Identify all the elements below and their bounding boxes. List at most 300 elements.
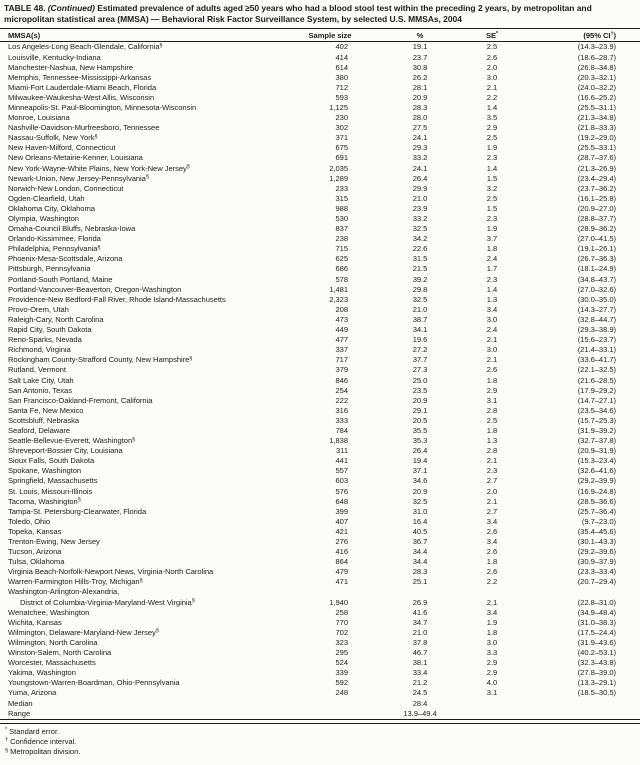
- percent: 34.2: [412, 234, 428, 244]
- percent: 27.5: [412, 123, 428, 133]
- mmsa-name: Winston-Salem, North Carolina: [8, 648, 112, 658]
- table-row: [0, 527, 640, 537]
- table-row: [0, 244, 640, 254]
- mmsa-name: New Haven-Milford, Connecticut: [8, 143, 116, 153]
- mmsa-name: District of Columbia-Virginia-Maryland-West Virginia§: [20, 597, 195, 607]
- percent: 33.2: [412, 153, 428, 163]
- mmsa-name: Rapid City, South Dakota: [8, 325, 92, 335]
- sample-size: 407: [335, 516, 348, 526]
- table-row: [0, 73, 640, 83]
- sample-size: 864: [335, 557, 348, 567]
- percent: 29.8: [412, 284, 428, 294]
- confidence-interval: (29.2–39.9): [577, 476, 616, 486]
- table-row: [0, 234, 640, 244]
- percent: 20.9: [412, 92, 428, 102]
- mmsa-name: Yuma, Arizona: [8, 688, 57, 698]
- mmsa-name: Portland-Vancouver-Beaverton, Oregon-Washington: [8, 284, 182, 294]
- confidence-interval: (17.9–29.2): [577, 385, 616, 395]
- confidence-interval: [514, 709, 640, 720]
- mmsa-name: Tulsa, Oklahoma: [8, 557, 65, 567]
- sample-size: 675: [335, 143, 348, 153]
- table-row: [0, 577, 640, 587]
- table-row: [0, 53, 640, 63]
- mmsa-name: Yakima, Washington: [8, 668, 76, 678]
- mmsa-name: Rockingham County-Strafford County, New Hampshire§: [8, 355, 193, 365]
- mmsa-name: Louisville, Kentucky-Indiana: [8, 52, 101, 62]
- mmsa-name: Reno-Sparks, Nevada: [8, 335, 82, 345]
- sample-size: 315: [335, 193, 348, 203]
- table-row: [0, 446, 640, 456]
- percent: 34.4: [412, 547, 428, 557]
- percent: 21.0: [412, 193, 428, 203]
- percent: 40.5: [412, 526, 428, 536]
- percent: 24.1: [412, 133, 428, 143]
- table-row: [0, 557, 640, 567]
- percent: 23.9: [412, 203, 428, 213]
- mmsa-name: Salt Lake City, Utah: [8, 375, 74, 385]
- percent: 26.4: [412, 446, 428, 456]
- confidence-interval: (25.5–33.1): [577, 143, 616, 153]
- mmsa-name: Minneapolis-St. Paul-Bloomington, Minnesota-Wisconsin: [8, 102, 197, 112]
- mmsa-name: Youngstown-Warren-Boardman, Ohio-Pennsylvania: [8, 678, 180, 688]
- standard-error: 3.2: [486, 183, 498, 193]
- mmsa-name: Omaha-Council Bluffs, Nebraska-Iowa: [8, 224, 136, 234]
- standard-error: 2.6: [486, 526, 498, 536]
- table-row: [0, 355, 640, 365]
- table-header-row: [0, 29, 640, 42]
- footnote-confidence-interval: † Confidence interval.: [5, 736, 77, 746]
- sample-size: 712: [335, 82, 348, 92]
- percent: 37.8: [412, 637, 428, 647]
- mmsa-name: St. Louis, Missouri-Illinois: [8, 486, 93, 496]
- sample-size: 441: [335, 456, 348, 466]
- prevalence-table: [0, 28, 640, 719]
- table-row: [0, 406, 640, 416]
- confidence-interval: (9.7–23.0): [581, 516, 616, 526]
- standard-error: 2.3: [486, 274, 498, 284]
- percent: 41.6: [412, 607, 428, 617]
- confidence-interval: (24.0–32.2): [577, 82, 616, 92]
- table-row: [0, 456, 640, 466]
- table-row: [0, 638, 640, 648]
- sample-size: 1,940: [329, 597, 348, 607]
- percent: 20.5: [412, 415, 428, 425]
- mmsa-name: Philadelphia, Pennsylvania§: [8, 244, 101, 254]
- mmsa-name: Milwaukee-Waukesha-West Allis, Wisconsin: [8, 92, 155, 102]
- table-title-continued: (Continued): [47, 3, 95, 13]
- table-row: [0, 668, 640, 678]
- table-row: [0, 598, 640, 608]
- confidence-interval: (15.3–23.4): [577, 456, 616, 466]
- standard-error: 2.0: [486, 62, 498, 72]
- confidence-interval: (27.8–39.0): [577, 668, 616, 678]
- sample-size: 715: [335, 244, 348, 254]
- standard-error: 3.0: [486, 314, 498, 324]
- mmsa-name: Shreveport-Bossier City, Louisiana: [8, 446, 123, 456]
- percent: 24.1: [412, 163, 428, 173]
- mmsa-name: Topeka, Kansas: [8, 526, 62, 536]
- table-row: [0, 194, 640, 204]
- mmsa-name: Norwich-New London, Connecticut: [8, 183, 124, 193]
- table-row: [0, 143, 640, 153]
- table-row: [0, 396, 640, 406]
- column-header-mmsa: MMSA(s): [0, 29, 290, 42]
- metropolitan-division-marker: §: [132, 436, 136, 443]
- standard-error: 2.5: [486, 415, 498, 425]
- percent: 32.5: [412, 224, 428, 234]
- sample-size: 248: [335, 688, 348, 698]
- percent: 37.7: [412, 355, 428, 365]
- percent: 29.3: [412, 143, 428, 153]
- column-header-percent: %: [370, 29, 470, 42]
- standard-error: 2.6: [486, 365, 498, 375]
- standard-error: 3.4: [486, 537, 498, 546]
- confidence-interval: (21.3–34.8): [577, 113, 616, 123]
- standard-error: 2.3: [486, 466, 498, 476]
- sample-size: 988: [335, 203, 348, 213]
- confidence-interval: (28.8–37.7): [577, 214, 616, 223]
- table-row: [0, 487, 640, 497]
- confidence-interval: (20.9–27.0): [577, 203, 616, 213]
- sample-size: 592: [335, 678, 348, 688]
- mmsa-name: Orlando-Kissimmee, Florida: [8, 234, 101, 244]
- mmsa-name: Los Angeles-Long Beach-Glendale, California§: [8, 42, 163, 52]
- sample-size: 421: [335, 526, 348, 536]
- sample-size: 276: [335, 537, 348, 546]
- standard-error: 1.5: [486, 203, 498, 213]
- confidence-interval: (31.9–43.6): [577, 637, 616, 647]
- sample-size: 233: [335, 183, 348, 193]
- table-row: [0, 224, 640, 234]
- mmsa-name: Worcester, Massachusetts: [8, 658, 96, 668]
- standard-error: 2.7: [486, 506, 498, 516]
- standard-error: 2.6: [486, 52, 498, 62]
- percent: 46.7: [412, 648, 428, 658]
- standard-error: 2.0: [486, 486, 498, 496]
- table-row: [0, 699, 640, 709]
- confidence-interval: (16.6–25.2): [577, 92, 616, 102]
- standard-error: 1.7: [486, 264, 498, 274]
- metropolitan-division-marker: §: [159, 42, 163, 49]
- standard-error: 1.3: [486, 294, 498, 304]
- confidence-interval: (34.9–48.4): [577, 607, 616, 617]
- table-row: [0, 63, 640, 73]
- table-row: [0, 587, 640, 597]
- standard-error: 2.9: [486, 668, 498, 678]
- mmsa-name: Seattle-Bellevue-Everett, Washington§: [8, 436, 136, 446]
- mmsa-name: Trenton-Ewing, New Jersey: [8, 537, 100, 546]
- sample-size: 2,323: [329, 294, 348, 304]
- sample-size: 380: [335, 72, 348, 82]
- sample-size: 230: [335, 113, 348, 123]
- sample-size: 691: [335, 153, 348, 163]
- confidence-interval: (28.7–37.6): [577, 153, 616, 163]
- sample-size: 339: [335, 668, 348, 678]
- standard-error: 2.3: [486, 214, 498, 223]
- confidence-interval: (31.9–39.2): [577, 425, 616, 435]
- mmsa-name: Scottsbluff, Nebraska: [8, 415, 79, 425]
- mmsa-name: Washington-Arlington-Alexandria,: [8, 587, 120, 597]
- confidence-interval: (23.4–29.4): [577, 173, 616, 183]
- standard-error: 1.8: [486, 244, 498, 254]
- standard-error: 3.0: [486, 72, 498, 82]
- table-row: [0, 315, 640, 325]
- table-row: [0, 83, 640, 93]
- percent: 29.9: [412, 183, 428, 193]
- percent: 26.9: [412, 597, 428, 607]
- confidence-interval: (16.1–25.8): [577, 193, 616, 203]
- mmsa-name: Oklahoma City, Oklahoma: [8, 203, 95, 213]
- mmsa-name: Toledo, Ohio: [8, 516, 51, 526]
- footnote-metropolitan-division: § Metropolitan division.: [5, 747, 81, 757]
- percent: 26.2: [412, 72, 428, 82]
- confidence-interval: (20.9–31.9): [577, 446, 616, 456]
- sample-size: 530: [335, 214, 348, 223]
- mmsa-name: Virginia Beach-Norfolk-Newport News, Virginia-North Carolina: [8, 567, 214, 577]
- confidence-interval: (25.7–36.4): [577, 506, 616, 516]
- metropolitan-division-marker: §: [97, 244, 101, 251]
- confidence-interval: (19.2–29.0): [577, 133, 616, 143]
- sample-size: 337: [335, 345, 348, 355]
- confidence-interval: (21.4–33.1): [577, 345, 616, 355]
- sample-size: 311: [336, 446, 348, 456]
- mmsa-name: Range: [8, 708, 31, 718]
- confidence-interval: (23.3–33.4): [577, 567, 616, 577]
- sample-size: [290, 699, 370, 709]
- column-header-confidence-interval: (95% CI†): [514, 29, 640, 42]
- confidence-interval: (22.1–32.5): [577, 365, 616, 375]
- confidence-interval: (29.2–39.6): [577, 547, 616, 557]
- mmsa-name: Wilmington, Delaware-Maryland-New Jersey§: [8, 627, 159, 637]
- percent: 24.5: [412, 688, 428, 698]
- sample-size: 295: [335, 648, 348, 658]
- sample-size: 479: [335, 567, 348, 577]
- percent: 38.7: [412, 314, 428, 324]
- standard-error: 3.0: [486, 637, 498, 647]
- standard-error: 3.4: [486, 304, 498, 314]
- percent: 26.4: [412, 173, 428, 183]
- standard-error: 1.3: [486, 436, 498, 446]
- standard-error: 3.4: [486, 607, 498, 617]
- percent: 28.0: [412, 113, 428, 123]
- mmsa-name: Phoenix-Mesa-Scottsdale, Arizona: [8, 254, 123, 264]
- table-row: [0, 466, 640, 476]
- standard-error: 1.4: [486, 163, 498, 173]
- confidence-interval: (27.0–32.6): [577, 284, 616, 294]
- confidence-interval: (15.7–25.3): [577, 415, 616, 425]
- percent: 28.4: [412, 698, 428, 708]
- table-row: [0, 507, 640, 517]
- table-row: [0, 386, 640, 396]
- confidence-interval: (23.5–34.6): [577, 405, 616, 415]
- percent: 21.0: [412, 304, 428, 314]
- percent: 23.5: [412, 385, 428, 395]
- confidence-interval: (16.9–24.8): [577, 486, 616, 496]
- percent: 35.3: [412, 436, 428, 446]
- sample-size: 686: [335, 264, 348, 274]
- mmsa-name: Olympia, Washington: [8, 214, 79, 223]
- standard-error: 1.8: [486, 557, 498, 567]
- confidence-interval: (20.7–29.4): [577, 577, 616, 587]
- confidence-interval: (13.3–29.1): [577, 678, 616, 688]
- standard-error: 1.9: [486, 617, 498, 627]
- standard-error: [470, 709, 514, 720]
- ci-footnote-marker: †: [610, 31, 614, 38]
- confidence-interval: (14.3–23.9): [577, 42, 616, 52]
- confidence-interval: (30.9–37.9): [577, 557, 616, 567]
- standard-error: 2.1: [486, 456, 498, 466]
- standard-error: 1.9: [486, 224, 498, 234]
- mmsa-name: Tacoma, Washington§: [8, 496, 81, 506]
- sample-size: [290, 709, 370, 720]
- standard-error: 2.1: [486, 597, 498, 607]
- table-row: [0, 658, 640, 668]
- table-row: [0, 618, 640, 628]
- table-row: [0, 123, 640, 133]
- sample-size: 477: [335, 335, 348, 345]
- table-row: [0, 497, 640, 507]
- sample-size: 1,481: [329, 284, 348, 294]
- sample-size: 379: [335, 365, 348, 375]
- confidence-interval: (25.5–31.1): [577, 102, 616, 112]
- confidence-interval: (35.4–45.6): [577, 526, 616, 536]
- confidence-interval: (21.8–33.3): [577, 123, 616, 133]
- percent: 19.4: [412, 456, 428, 466]
- standard-error: 1.8: [486, 425, 498, 435]
- percent: [370, 587, 470, 597]
- standard-error: [470, 587, 514, 597]
- mmsa-name: Provo-Orem, Utah: [8, 304, 69, 314]
- table-row: [0, 476, 640, 486]
- table-row: [0, 628, 640, 638]
- mmsa-name: Seaford, Delaware: [8, 425, 71, 435]
- sample-size: 770: [335, 617, 348, 627]
- confidence-interval: (33.6–41.7): [577, 355, 616, 365]
- percent: 28.3: [412, 567, 428, 577]
- table-row: [0, 184, 640, 194]
- table-row: [0, 214, 640, 224]
- percent: 22.6: [412, 244, 428, 254]
- mmsa-name: San Francisco-Oakland-Fremont, California: [8, 395, 153, 405]
- standard-error: 3.7: [486, 234, 498, 244]
- percent: 34.1: [412, 325, 428, 335]
- confidence-interval: (19.1–26.1): [577, 244, 616, 254]
- standard-error: 2.1: [486, 335, 498, 345]
- mmsa-name: Memphis, Tennessee-Mississippi-Arkansas: [8, 72, 152, 82]
- standard-error: 3.5: [486, 113, 498, 123]
- column-header-standard-error: SE*: [470, 29, 514, 42]
- sample-size: 784: [335, 425, 348, 435]
- table-row: [0, 376, 640, 386]
- standard-error: 1.8: [486, 375, 498, 385]
- table-row: [0, 133, 640, 143]
- table-header: [0, 29, 640, 42]
- sample-size: 576: [335, 486, 348, 496]
- table-row: [0, 537, 640, 547]
- table-row: [0, 264, 640, 274]
- sample-size: 1,125: [329, 102, 348, 112]
- confidence-interval: (28.9–36.2): [577, 224, 616, 234]
- sample-size: 449: [335, 325, 348, 335]
- sample-size: 846: [335, 375, 348, 385]
- table-row: [0, 103, 640, 113]
- confidence-interval: [514, 587, 640, 597]
- percent: 37.1: [412, 466, 428, 476]
- confidence-interval: (32.3–43.8): [577, 658, 616, 668]
- confidence-interval: (27.0–41.5): [577, 234, 616, 244]
- percent: 21.5: [412, 264, 428, 274]
- percent: 32.5: [412, 294, 428, 304]
- mmsa-name: Spokane, Washington: [8, 466, 82, 476]
- percent: 35.5: [412, 425, 428, 435]
- standard-error: 1.8: [486, 627, 498, 637]
- mmsa-name: Springfield, Massachusetts: [8, 476, 98, 486]
- percent: 34.7: [412, 617, 428, 627]
- table-row: [0, 365, 640, 375]
- table-row: [0, 254, 640, 264]
- sample-size: 302: [335, 123, 348, 133]
- table-row: [0, 113, 640, 123]
- confidence-interval: (21.3–26.9): [577, 163, 616, 173]
- mmsa-name: Newark-Union, New Jersey-Pennsylvania§: [8, 173, 149, 183]
- table-row: [0, 93, 640, 103]
- sample-size: 1,289: [329, 173, 348, 183]
- confidence-interval: (15.6–23.7): [577, 335, 616, 345]
- standard-error: 1.5: [486, 173, 498, 183]
- metropolitan-division-marker: §: [155, 628, 159, 635]
- metropolitan-division-marker: §: [191, 598, 195, 605]
- table-title-text: Estimated prevalence of adults aged ≥50 years who had a blood stool test within the preceding 2 years, by metropolitan and micropolitan statistical area (MMSA) — Behavioral Risk Factor Surveillance System, by selected U.S. MMSAs, 2004: [4, 3, 592, 25]
- table-row: [0, 325, 640, 335]
- sample-size: 837: [335, 224, 348, 234]
- sample-size: 333: [335, 415, 348, 425]
- table-title-prefix: TABLE 48.: [4, 3, 48, 13]
- standard-error: 3.3: [486, 648, 498, 658]
- standard-error: 2.1: [486, 496, 498, 506]
- table-row: [0, 305, 640, 315]
- confidence-interval: (23.7–36.2): [577, 183, 616, 193]
- standard-error: 2.5: [486, 193, 498, 203]
- percent: 28.3: [412, 102, 428, 112]
- standard-error: 3.1: [486, 688, 498, 698]
- confidence-interval: (32.6–41.6): [577, 466, 616, 476]
- metropolitan-division-marker: §: [189, 355, 193, 362]
- table-row: [0, 709, 640, 720]
- percent: 31.0: [412, 506, 428, 516]
- footnote-standard-error: * Standard error.: [5, 726, 60, 736]
- sample-size: [290, 587, 370, 597]
- standard-error: [470, 699, 514, 709]
- table-row: [0, 547, 640, 557]
- mmsa-name: Warren-Farmington Hills-Troy, Michigan§: [8, 577, 143, 587]
- standard-error: 2.5: [486, 42, 498, 52]
- sample-size: 614: [335, 62, 348, 72]
- percent: 20.9: [412, 486, 428, 496]
- confidence-interval: (29.3–38.9): [577, 325, 616, 335]
- standard-error: 2.9: [486, 385, 498, 395]
- sample-size: 524: [335, 658, 348, 668]
- percent: 19.1: [412, 42, 428, 52]
- sample-size: 648: [335, 496, 348, 506]
- table-row: [0, 678, 640, 688]
- standard-error: 2.1: [486, 355, 498, 365]
- table-row: [0, 608, 640, 618]
- confidence-interval: (21.6–28.5): [577, 375, 616, 385]
- metropolitan-division-marker: §: [94, 133, 98, 140]
- table-row: [0, 688, 640, 698]
- sample-size: 222: [335, 395, 348, 405]
- percent: 19.6: [412, 335, 428, 345]
